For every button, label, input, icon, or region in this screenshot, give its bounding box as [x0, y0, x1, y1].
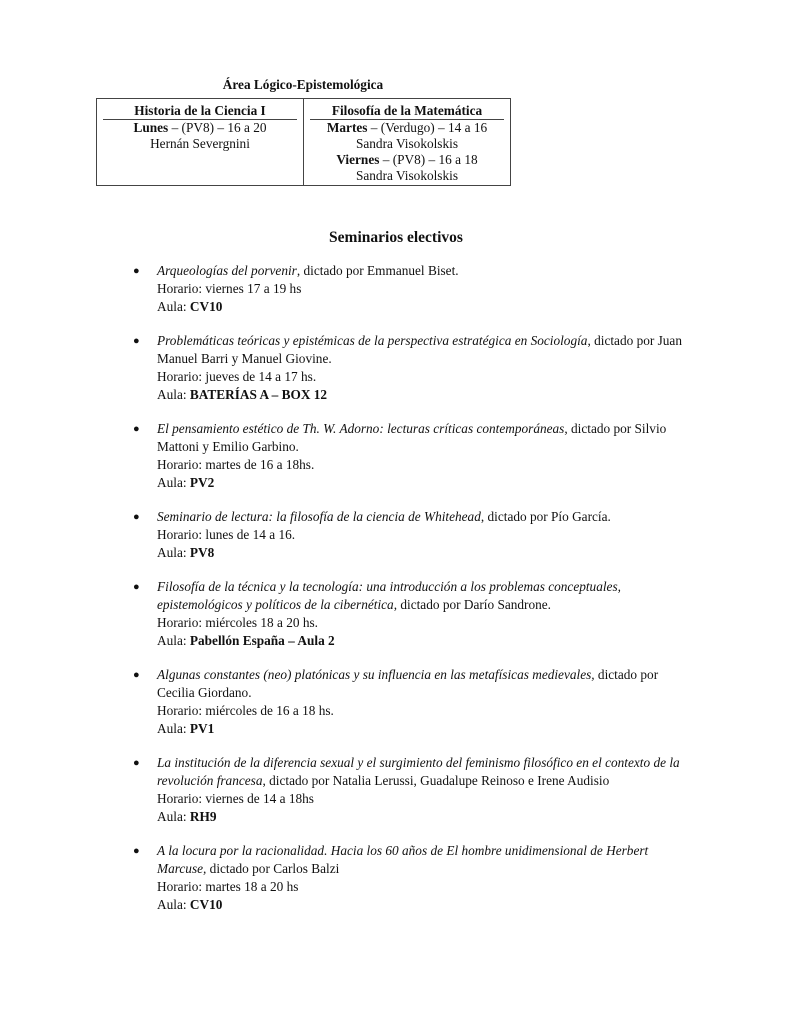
- bullet-icon: ●: [133, 581, 140, 593]
- bullet-icon: ●: [133, 669, 140, 681]
- course-teacher: Hernán Severgnini: [150, 136, 250, 151]
- seminars-list: [0, 262, 791, 930]
- course-schedule: Lunes – (PV8) – 16 a 20: [133, 120, 267, 135]
- area-title: Área Lógico-Epistemológica: [222, 77, 384, 92]
- seminar-item: ● El pensamiento estético de Th. W. Adorno: lecturas críticas contemporáneas, dictado por Silvio Mattoni y Emilio Garbino. Horario: martes de 16 a 18hs. Aula: PV2: [133, 421, 667, 490]
- bullet-icon: ●: [133, 845, 140, 857]
- bullet-icon: ●: [133, 265, 140, 277]
- course-schedule: Viernes – (PV8) – 16 a 18: [336, 152, 478, 167]
- course-teacher: Sandra Visokolskis: [355, 136, 458, 151]
- bullet-icon: ●: [133, 423, 140, 435]
- course-schedule: Martes – (Verdugo) – 14 a 16: [326, 120, 488, 135]
- bullet-icon: ●: [133, 757, 140, 769]
- course-cell: [97, 99, 304, 186]
- course-teacher: Sandra Visokolskis: [355, 168, 458, 183]
- seminar-item: ● A la locura por la racionalidad. Hacia los 60 años de El hombre unidimensional de Herbert Marcuse, dictado por Carlos Balzi Horario: martes 18 a 20 hs Aula: CV10: [133, 843, 649, 912]
- course-name: Filosofía de la Matemática: [310, 103, 504, 120]
- course-name: Historia de la Ciencia I: [103, 103, 297, 120]
- bullet-icon: ●: [133, 335, 140, 347]
- seminar-item: ● La institución de la diferencia sexual y el surgimiento del feminismo filosófico en el contexto de la revolución francesa, dictado por Natalia Lerussi, Guadalupe Reinoso e Irene Audisio Horario: viernes de 14 a 18hs Aula: RH9: [133, 755, 680, 824]
- seminar-item: ● Arqueologías del porvenir, dictado por Emmanuel Biset. Horario: viernes 17 a 19 hs Aula: CV10: [133, 263, 459, 314]
- bullet-icon: ●: [133, 511, 140, 523]
- seminar-item: ● Algunas constantes (neo) platónicas y su influencia en las metafísicas medievales, dictado por Cecilia Giordano. Horario: miércoles de 16 a 18 hs. Aula: PV1: [133, 667, 659, 736]
- courses-table: [96, 98, 511, 186]
- seminars-title: Seminarios electivos: [329, 229, 463, 246]
- course-cell: [304, 99, 511, 186]
- seminar-item: ● Seminario de lectura: la filosofía de la ciencia de Whitehead, dictado por Pío García. Horario: lunes de 14 a 16. Aula: PV8: [133, 509, 611, 560]
- seminar-item: ● Filosofía de la técnica y la tecnología: una introducción a los problemas conceptuales, epistemológicos y políticos de la cibernética, dictado por Darío Sandrone. Horario: miércoles 18 a 20 hs. Aula: Pabellón España – Aula 2: [133, 579, 621, 648]
- seminar-item: ● Problemáticas teóricas y epistémicas de la perspectiva estratégica en Sociología, dictado por Juan Manuel Barri y Manuel Giovine. Horario: jueves de 14 a 17 hs. Aula: BATERÍAS A – BOX 12: [133, 333, 682, 402]
